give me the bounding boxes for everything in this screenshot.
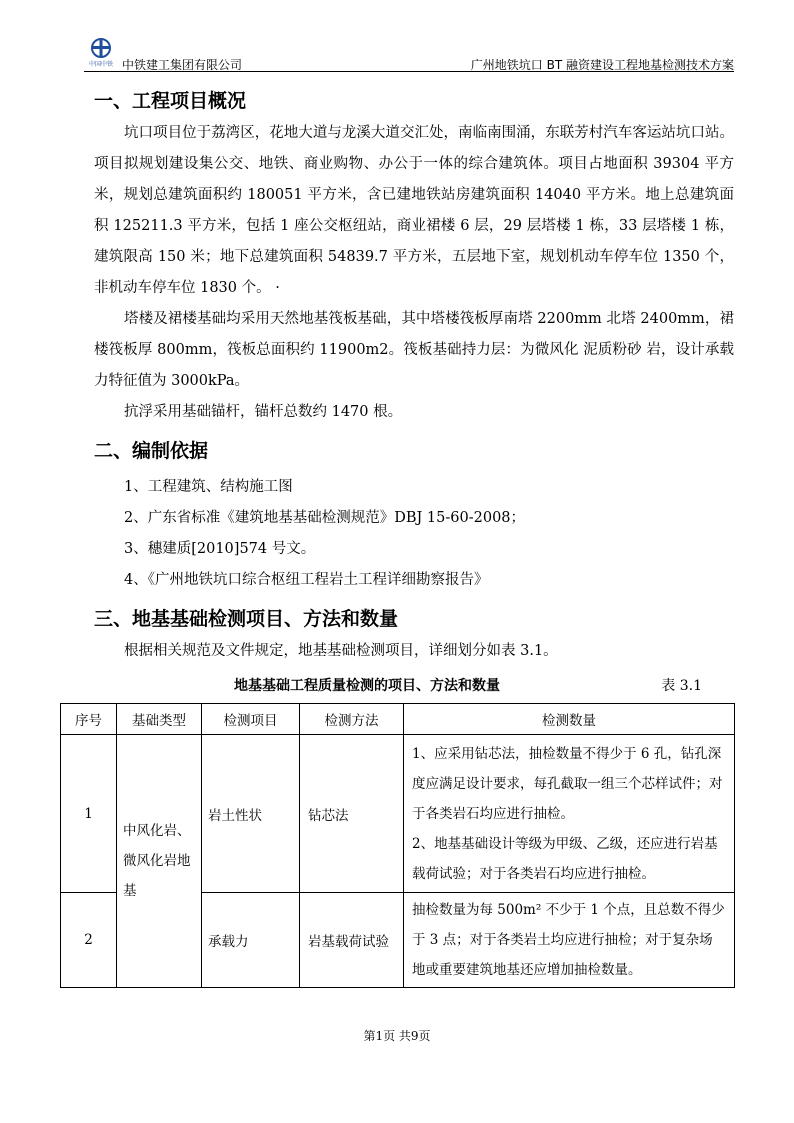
header-divider xyxy=(84,71,734,72)
company-name: 中铁建工集团有限公司 xyxy=(122,58,243,72)
inspection-quantity xyxy=(404,735,735,893)
inspection-table xyxy=(60,703,735,988)
section-3-heading: 三、地基基础检测项目、方法和数量 xyxy=(94,608,399,630)
list-item: 4、《广州地铁坑口综合枢纽工程岩土工程详细勘察报告》 xyxy=(124,572,489,588)
quantity-line: 1、应采用钻芯法，抽检数量不得少于 6 孔，钻孔深度应满足设计要求，每孔截取一组三个芯样试件；对于各类岩石均应进行抽检。 xyxy=(412,745,723,822)
header-cell: 检测项目 xyxy=(202,704,300,735)
header-cell: 检测方法 xyxy=(300,704,404,735)
inspection-method: 岩基载荷试验 xyxy=(300,893,404,988)
document-body xyxy=(94,84,734,699)
document-title: 广州地铁坑口 BT 融资建设工程地基检测技术方案 xyxy=(470,58,734,72)
foundation-type: 中风化岩、微风化岩地基 xyxy=(123,823,191,899)
paragraph: 根据相关规范及文件规定，地基基础检测项目，详细划分如表 3.1。 xyxy=(124,643,558,659)
page-footer: 第1页 共9页 xyxy=(363,1029,431,1043)
row-number: 2 xyxy=(61,893,117,988)
paragraph: 塔楼及裙楼基础均采用天然地基筏板基础，其中塔楼筏板厚南塔 2200mm 北塔 2400mm，裙楼筏板厚 800mm，筏板总面积约 11900m2。筏板基础持力层：为微风化 泥质粉砂 岩，设计承载力特征值为 3000kPa。 xyxy=(94,311,734,389)
inspection-quantity xyxy=(404,893,735,988)
page-header xyxy=(84,38,734,72)
list-item: 2、广东省标准《建筑地基基础检测规范》DBJ 15-60-2008； xyxy=(124,510,526,526)
inspection-item: 岩土性状 xyxy=(202,735,300,893)
list-item: 3、穗建质[2010]574 号文。 xyxy=(124,541,316,557)
header-cell: 基础类型 xyxy=(117,704,202,735)
section-2-heading: 二、编制依据 xyxy=(94,440,209,462)
company-logo xyxy=(84,38,118,68)
paragraph: 抗浮采用基础锚杆，锚杆总数约 1470 根。 xyxy=(124,404,403,420)
table-number: 表 3.1 xyxy=(661,678,702,694)
foundation-type-cell xyxy=(117,735,202,988)
table-caption: 地基基础工程质量检测的项目、方法和数量 xyxy=(234,678,500,694)
quantity-line: 抽检数量为每 500m² 不少于 1 个点，且总数不得少于 3 点；对于各类岩土均应进行抽检；对于复杂场地或重要建筑地基还应增加抽检数量。 xyxy=(412,902,725,978)
header-cell: 序号 xyxy=(61,704,117,735)
list-item: 1、工程建筑、结构施工图 xyxy=(124,479,293,495)
table-header-row xyxy=(61,704,735,735)
quantity-line: 2、地基基础设计等级为甲级、乙级，还应进行岩基载荷试验；对于各类岩石均应进行抽检。 xyxy=(412,835,718,882)
section-1-heading: 一、工程项目概况 xyxy=(94,90,247,112)
table-caption-row xyxy=(94,669,734,699)
paragraph: 坑口项目位于荔湾区，花地大道与龙溪大道交汇处，南临南围涌，东联芳村汽车客运站坑口站。项目拟规划建设集公交、地铁、商业购物、办公于一体的综合建筑体。项目占地面积 39304 平方米，规划总建筑面积约 180051 平方米，含已建地铁站房建筑面积 14040 平方米。地上总建筑面积 125211.3 平方米，包括 1 座公交枢纽站，商业裙楼 6 层，29 层塔楼 1 栋，33 层塔楼 1 栋，建筑限高 150 米；地下总建筑面积 54839.7 平方米，五层地下室，规划机动车停车位 1350 个，非机动车停车位 1830 个。 · xyxy=(94,125,734,296)
inspection-item: 承载力 xyxy=(202,893,300,988)
svg-text:中国中铁: 中国中铁 xyxy=(88,61,114,68)
inspection-method: 钻芯法 xyxy=(300,735,404,893)
row-number: 1 xyxy=(61,735,117,893)
table-row xyxy=(61,735,735,893)
header-cell: 检测数量 xyxy=(404,704,735,735)
